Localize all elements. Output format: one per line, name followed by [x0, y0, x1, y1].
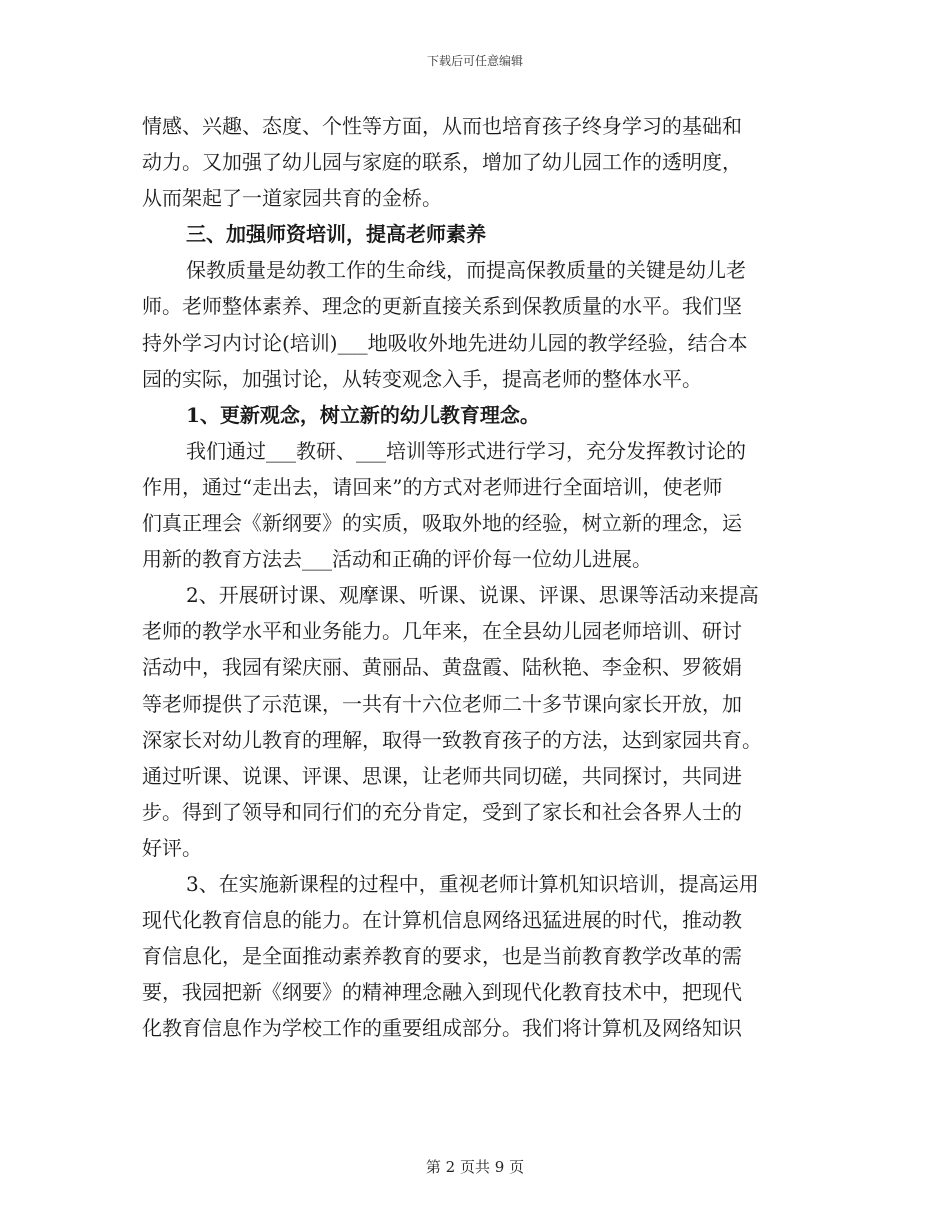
text-line: 步。得到了领导和同行们的充分肯定，受到了家长和社会各界人士的 — [142, 799, 742, 824]
text-line: 好评。 — [142, 835, 202, 860]
text-line: 深家长对幼儿教育的理解，取得一致教育孩子的方法，达到家园共育。 — [142, 727, 762, 752]
page-header: 下载后可任意编辑 — [426, 54, 523, 68]
text-line: 们真正理会《新纲要》的实质，吸取外地的经验，树立新的理念，运 — [142, 511, 742, 536]
text-line: 现代化教育信息的能力。在计算机信息网络迅猛进展的时代，推动教 — [142, 908, 742, 933]
text-line: 作用，通过“走出去，请回来”的方式对老师进行全面培训，使老师 — [142, 474, 723, 499]
text-line: 要，我园把新《纲要》的精神理念融入到现代化教育技术中，把现代 — [142, 980, 742, 1005]
text-line: 化教育信息作为学校工作的重要组成部分。我们将计算机及网络知识 — [142, 1016, 742, 1041]
document-body — [142, 108, 822, 1046]
text-line: 情感、兴趣、态度、个性等方面，从而也培育孩子终身学习的基础和 — [142, 114, 742, 138]
text-line: 育信息化，是全面推动素养教育的要求，也是当前教育教学改革的需 — [142, 944, 742, 969]
text-line: 2、开展研讨课、观摩课、听课、说课、评课、思课等活动来提高 — [186, 583, 759, 608]
page-footer: 第 2 页共 9 页 — [425, 1158, 525, 1176]
text-line: 动力。又加强了幼儿园与家庭的联系，增加了幼儿园工作的透明度， — [142, 150, 742, 175]
text-line: 持外学习内讨论(培训)___地吸收外地先进幼儿园的教学经验，结合本 — [142, 330, 748, 355]
text-line: 保教质量是幼教工作的生命线，而提高保教质量的关键是幼儿老 — [186, 258, 746, 283]
text-line: 我们通过___教研、___培训等形式进行学习，充分发挥教讨论的 — [186, 438, 746, 463]
section-heading: 三、加强师资培训，提高老师素养 — [186, 222, 486, 247]
text-line: 园的实际，加强讨论，从转变观念入手，提高老师的整体水平。 — [142, 366, 702, 391]
text-line: 老师的教学水平和业务能力。几年来，在全县幼儿园老师培训、研讨 — [142, 619, 742, 644]
text-line: 3、在实施新课程的过程中，重视老师计算机知识培训，提高运用 — [186, 871, 759, 896]
section-heading: 1、更新观念，树立新的幼儿教育理念。 — [186, 402, 540, 427]
text-line: 活动中，我园有梁庆丽、黄丽品、黄盘霞、陆秋艳、李金积、罗筱娟 — [142, 655, 742, 680]
text-line: 从而架起了一道家园共育的金桥。 — [142, 186, 442, 211]
text-line: 等老师提供了示范课，一共有十六位老师二十多节课向家长开放，加 — [142, 691, 742, 716]
text-line: 用新的教育方法去___活动和正确的评价每一位幼儿进展。 — [142, 547, 652, 572]
text-line: 师。老师整体素养、理念的更新直接关系到保教质量的水平。我们坚 — [142, 294, 742, 319]
text-line: 通过听课、说课、评课、思课，让老师共同切磋，共同探讨，共同进 — [142, 763, 742, 788]
